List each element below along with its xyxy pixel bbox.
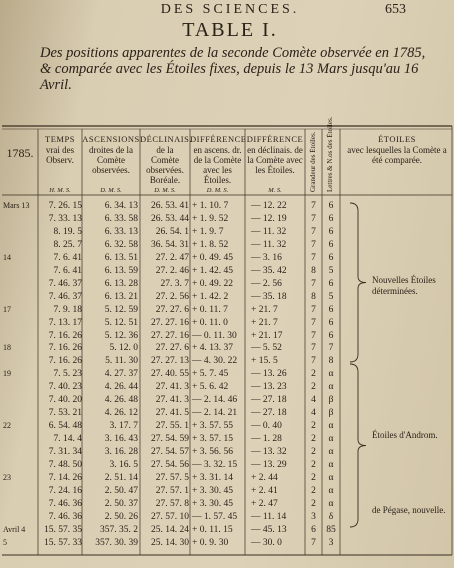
column-header-text: avec lesquelles la Comète a été comparée. bbox=[347, 145, 447, 165]
row-ascension: 6. 13. 51 bbox=[104, 252, 138, 263]
row-ascension: 5. 12. 51 bbox=[104, 317, 138, 328]
row-diff-declination: — 3. 16 bbox=[251, 252, 282, 263]
row-declination: 36. 54. 31 bbox=[151, 239, 189, 250]
row-magnitude: 7 bbox=[311, 201, 316, 211]
row-diff-declination: + 2. 47 bbox=[251, 498, 278, 509]
row-magnitude: 8 bbox=[311, 265, 316, 276]
row-diff-declination: + 21. 7 bbox=[251, 317, 278, 328]
table-caption: Des positions apparentes de la seconde Comète observée en 1785, & comparée avec les Étoiles fixes, depuis le 13 Mars jusqu'au 16 Avril. bbox=[40, 45, 426, 93]
row-diff-ascension: + 1. 9. 52 bbox=[192, 213, 229, 224]
row-star-number: α bbox=[328, 434, 334, 445]
column-unit: H. M. S. bbox=[49, 187, 71, 194]
row-ascension: 5. 12. 59 bbox=[104, 304, 138, 315]
row-ascension: 3. 16. 28 bbox=[104, 447, 138, 458]
row-time: 7. 46. 37 bbox=[48, 278, 82, 289]
row-star-number: 6 bbox=[328, 226, 334, 237]
row-declination: 27. 27. 6 bbox=[155, 304, 189, 315]
row-diff-ascension: — 3. 32. 15 bbox=[192, 460, 238, 470]
row-diff-ascension: + 1. 10. 7 bbox=[192, 201, 229, 211]
row-diff-ascension: + 0. 11. 7 bbox=[192, 304, 228, 315]
row-star-number: α bbox=[328, 498, 334, 509]
row-ascension: 6. 32. 58 bbox=[104, 239, 138, 250]
row-magnitude: 7 bbox=[311, 304, 316, 315]
row-magnitude: 8 bbox=[311, 291, 316, 302]
row-time: 15. 57. 35 bbox=[44, 524, 82, 535]
row-declination: 27. 57. 5 bbox=[155, 472, 189, 483]
column-header-title: DÉCLINAIS. bbox=[140, 134, 192, 144]
row-star-number: 85 bbox=[326, 524, 336, 535]
row-star-number: α bbox=[328, 460, 334, 470]
row-time: 7. 40. 20 bbox=[48, 395, 82, 406]
row-diff-ascension: + 3. 31. 14 bbox=[192, 472, 233, 483]
row-date: Avril 4 bbox=[3, 524, 26, 534]
row-diff-ascension: — 4. 30. 22 bbox=[192, 356, 238, 367]
row-date: 17 bbox=[3, 304, 11, 314]
row-diff-ascension: + 5. 7. 45 bbox=[192, 369, 229, 380]
row-diff-ascension: + 3. 57. 15 bbox=[192, 434, 233, 445]
row-ascension: 6. 13. 59 bbox=[104, 265, 138, 276]
column-unit: M. S. bbox=[268, 187, 282, 194]
brace-new-stars bbox=[350, 203, 366, 362]
row-magnitude: 2 bbox=[311, 434, 316, 445]
row-magnitude: 7 bbox=[311, 343, 316, 354]
row-declination: 27. 54. 59 bbox=[151, 434, 189, 445]
row-diff-ascension: + 3. 56. 56 bbox=[192, 447, 233, 458]
row-declination: 27. 2. 56 bbox=[155, 291, 189, 302]
column-header-title: ÉTOILES bbox=[378, 134, 416, 144]
column-unit: D. M. S. bbox=[154, 187, 176, 194]
row-magnitude: 2 bbox=[311, 421, 316, 432]
row-diff-declination: + 21. 17 bbox=[251, 330, 283, 341]
row-diff-declination: — 11. 14 bbox=[251, 511, 287, 522]
row-date: 23 bbox=[3, 472, 11, 482]
row-diff-declination: — 30. 0 bbox=[251, 537, 282, 548]
row-diff-declination: — 0. 40 bbox=[251, 421, 282, 432]
row-date: 22 bbox=[3, 421, 11, 431]
row-declination: 27. 57. 10 bbox=[151, 511, 189, 522]
running-head: DES SCIENCES. bbox=[160, 2, 300, 17]
column-header-text: droites de la Comète observées. bbox=[89, 145, 133, 175]
row-magnitude: 4 bbox=[311, 408, 316, 419]
row-time: 7. 5. 23 bbox=[53, 369, 82, 380]
row-diff-declination: — 13. 29 bbox=[251, 460, 287, 470]
row-time: 7. 26. 15 bbox=[48, 201, 82, 211]
row-magnitude: 7 bbox=[311, 239, 316, 250]
row-magnitude: 7 bbox=[311, 213, 316, 224]
row-star-number: 6 bbox=[328, 304, 334, 315]
row-date: 14 bbox=[3, 252, 11, 262]
column-unit: D. M. S. bbox=[206, 187, 229, 194]
row-date: Mars 13 bbox=[3, 201, 30, 210]
row-star-number: α bbox=[328, 485, 334, 496]
row-star-number: α bbox=[328, 369, 334, 380]
row-diff-ascension: + 1. 42. 2 bbox=[192, 291, 229, 302]
row-diff-ascension: + 3. 30. 45 bbox=[192, 485, 233, 496]
row-diff-declination: — 12. 19 bbox=[251, 213, 287, 224]
row-magnitude: 7 bbox=[311, 252, 316, 263]
row-time: 7. 16. 26 bbox=[48, 343, 82, 354]
row-time: 7. 40. 23 bbox=[48, 382, 82, 393]
row-star-number: β bbox=[328, 408, 334, 419]
row-diff-ascension: + 1. 8. 52 bbox=[192, 239, 229, 250]
table-title: TABLE I. bbox=[182, 19, 278, 41]
row-time: 15. 57. 33 bbox=[44, 537, 82, 548]
row-magnitude: 2 bbox=[311, 382, 316, 393]
row-diff-declination: + 2. 41 bbox=[251, 485, 278, 496]
row-ascension: 3. 17. 7 bbox=[109, 421, 138, 432]
row-ascension: 6. 13. 21 bbox=[104, 291, 138, 302]
row-ascension: 5. 12. 0 bbox=[109, 343, 138, 354]
row-diff-ascension: + 0. 49. 45 bbox=[192, 252, 233, 263]
row-date: 18 bbox=[3, 343, 11, 353]
row-ascension: 357. 30. 39 bbox=[95, 537, 138, 548]
row-diff-ascension: + 5. 6. 42 bbox=[192, 382, 229, 393]
row-diff-ascension: + 3. 57. 55 bbox=[192, 421, 233, 432]
row-star-number: 5 bbox=[328, 265, 334, 276]
row-declination: 26. 53. 41 bbox=[151, 201, 189, 211]
row-diff-declination: + 15. 5 bbox=[251, 356, 278, 367]
row-diff-ascension: + 1. 42. 45 bbox=[192, 265, 233, 276]
row-diff-declination: — 13. 32 bbox=[251, 447, 287, 458]
row-star-number: α bbox=[328, 447, 334, 458]
row-date: 19 bbox=[3, 369, 11, 379]
row-declination: 27. 2. 46 bbox=[155, 265, 189, 276]
row-diff-declination: — 13. 26 bbox=[251, 369, 287, 380]
row-diff-ascension: + 0. 9. 30 bbox=[192, 537, 229, 548]
row-star-number: α bbox=[328, 421, 334, 432]
row-magnitude: 7 bbox=[311, 537, 316, 548]
row-time: 7. 31. 34 bbox=[48, 447, 82, 458]
star-note: Étoiles d'Androm. bbox=[372, 430, 438, 440]
row-declination: 27. 27. 13 bbox=[151, 356, 189, 367]
row-magnitude: 7 bbox=[311, 356, 316, 367]
row-time: 7. 46. 37 bbox=[48, 291, 82, 302]
row-time: 7. 13. 17 bbox=[48, 317, 82, 328]
row-ascension: 6. 33. 58 bbox=[104, 213, 138, 224]
row-time: 7. 46. 36 bbox=[48, 511, 82, 522]
row-ascension: 4. 26. 12 bbox=[104, 408, 138, 419]
row-time: 7. 48. 50 bbox=[48, 460, 82, 470]
row-star-number: 6 bbox=[328, 239, 334, 250]
row-ascension: 3. 16. 43 bbox=[104, 434, 138, 445]
row-magnitude: 6 bbox=[311, 524, 316, 535]
row-star-number: β bbox=[328, 395, 334, 406]
row-diff-declination: — 1. 28 bbox=[251, 434, 282, 445]
row-declination: 27. 40. 55 bbox=[151, 369, 189, 380]
row-star-number: 6 bbox=[328, 213, 334, 224]
row-declination: 27. 54. 57 bbox=[151, 447, 189, 458]
row-ascension: 2. 50. 47 bbox=[104, 485, 138, 496]
row-time: 7. 16. 26 bbox=[48, 330, 82, 341]
row-magnitude: 3 bbox=[311, 511, 316, 522]
row-date: 5 bbox=[3, 537, 7, 547]
row-diff-ascension: + 3. 30. 45 bbox=[192, 498, 233, 509]
column-header: Grandeur des Étoiles. bbox=[309, 131, 317, 192]
column-header-text: de la Comète observées. Boréale. bbox=[146, 145, 184, 185]
page-number: 653 bbox=[385, 2, 406, 17]
row-magnitude: 2 bbox=[311, 498, 316, 509]
row-magnitude: 7 bbox=[311, 317, 316, 328]
row-star-number: 3 bbox=[328, 537, 334, 548]
row-diff-ascension: — 2. 14. 46 bbox=[192, 395, 238, 406]
row-diff-ascension: + 0. 49. 22 bbox=[192, 278, 233, 289]
row-declination: 26. 53. 44 bbox=[151, 213, 189, 224]
row-time: 7. 14. 26 bbox=[48, 472, 82, 483]
row-diff-declination: + 21. 7 bbox=[251, 304, 278, 315]
row-time: 7. 33. 13 bbox=[48, 213, 82, 224]
row-time: 7. 24. 16 bbox=[48, 485, 82, 496]
column-header-text: vrai des Observ. bbox=[45, 145, 75, 165]
row-declination: 27. 27. 16 bbox=[151, 317, 189, 328]
year-label: 1785. bbox=[6, 146, 34, 160]
row-magnitude: 2 bbox=[311, 485, 316, 496]
row-declination: 27. 57. 1 bbox=[155, 485, 189, 496]
row-diff-declination: — 11. 32 bbox=[251, 239, 287, 250]
row-diff-declination: — 45. 13 bbox=[251, 524, 287, 535]
row-declination: 27. 41. 3 bbox=[155, 382, 189, 393]
row-declination: 25. 14. 30 bbox=[151, 537, 189, 548]
row-time: 6. 54. 48 bbox=[48, 421, 82, 432]
row-diff-declination: — 27. 18 bbox=[251, 395, 287, 406]
row-diff-declination: — 12. 22 bbox=[251, 201, 287, 211]
row-diff-ascension: + 0. 11. 0 bbox=[192, 317, 228, 328]
star-note: de Pégase, nouvelle. bbox=[372, 505, 446, 515]
row-diff-ascension: + 4. 13. 37 bbox=[192, 343, 233, 354]
row-declination: 27. 57. 8 bbox=[155, 498, 189, 509]
row-diff-ascension: + 1. 9. 7 bbox=[192, 226, 224, 237]
row-magnitude: 7 bbox=[311, 278, 316, 289]
row-declination: 27. 27. 6 bbox=[155, 343, 189, 354]
row-diff-declination: — 13. 23 bbox=[251, 382, 287, 393]
row-ascension: 6. 34. 13 bbox=[104, 201, 138, 211]
row-declination: 27. 55. 1 bbox=[155, 421, 189, 432]
row-star-number: 8 bbox=[328, 356, 334, 367]
row-declination: 27. 41. 5 bbox=[155, 408, 189, 419]
row-ascension: 5. 11. 30 bbox=[105, 356, 138, 367]
row-magnitude: 2 bbox=[311, 447, 316, 458]
row-diff-ascension: — 0. 11. 30 bbox=[192, 330, 237, 341]
row-declination: 27. 2. 47 bbox=[155, 252, 189, 263]
row-magnitude: 2 bbox=[311, 369, 316, 380]
row-time: 8. 25. 7 bbox=[53, 239, 82, 250]
row-star-number: 5 bbox=[328, 291, 334, 302]
row-star-number: 7 bbox=[328, 343, 334, 354]
row-diff-ascension: + 0. 11. 15 bbox=[192, 524, 233, 535]
row-ascension: 4. 26. 44 bbox=[104, 382, 138, 393]
row-star-number: α bbox=[328, 472, 334, 483]
row-diff-declination: — 27. 18 bbox=[251, 408, 287, 419]
row-star-number: 6 bbox=[328, 330, 334, 341]
row-diff-declination: + 2. 44 bbox=[251, 472, 278, 483]
row-time: 7. 6. 41 bbox=[53, 252, 82, 263]
row-diff-declination: — 35. 18 bbox=[251, 291, 287, 302]
row-time: 8. 19. 5 bbox=[53, 226, 82, 237]
row-time: 7. 9. 18 bbox=[53, 304, 82, 315]
column-header-title: DIFFÉRENCE bbox=[190, 134, 247, 144]
row-ascension: 4. 26. 48 bbox=[104, 395, 138, 406]
row-declination: 27. 41. 3 bbox=[155, 395, 189, 406]
column-header-text: en ascens. dr. de la Comète avec les Étoiles. bbox=[193, 145, 242, 185]
row-time: 7. 6. 41 bbox=[53, 265, 82, 276]
column-header-title: TEMPS bbox=[45, 134, 75, 144]
row-ascension: 4. 27. 37 bbox=[104, 369, 138, 380]
column-header: Lettres & N.os des Étoiles. bbox=[326, 116, 334, 192]
row-ascension: 357. 35. 2 bbox=[100, 524, 138, 535]
star-note: Nouvelles Étoiles déterminées. bbox=[372, 275, 436, 296]
row-ascension: 5. 12. 36 bbox=[104, 330, 138, 341]
row-time: 7. 16. 26 bbox=[48, 356, 82, 367]
row-magnitude: 2 bbox=[311, 460, 316, 470]
row-star-number: α bbox=[328, 382, 334, 393]
row-ascension: 2. 51. 14 bbox=[104, 472, 138, 483]
row-diff-declination: — 5. 52 bbox=[251, 343, 282, 354]
row-magnitude: 7 bbox=[311, 226, 316, 237]
row-star-number: 6 bbox=[328, 252, 334, 263]
row-magnitude: 4 bbox=[311, 395, 316, 406]
column-unit: D. M. S. bbox=[100, 187, 122, 194]
row-diff-declination: — 2. 56 bbox=[251, 278, 282, 289]
row-time: 7. 46. 36 bbox=[48, 498, 82, 509]
row-ascension: 6. 33. 13 bbox=[104, 226, 138, 237]
column-header-text: en déclinais. de la Comète avec les Étoiles. bbox=[247, 145, 303, 175]
row-star-number: 6 bbox=[328, 278, 334, 289]
row-declination: 27. 54. 56 bbox=[151, 460, 189, 470]
row-declination: 26. 54. 1 bbox=[155, 226, 189, 237]
row-magnitude: 2 bbox=[311, 472, 316, 483]
row-declination: 27. 3. 7 bbox=[160, 278, 189, 289]
row-diff-declination: — 35. 42 bbox=[251, 265, 287, 276]
column-header-title: ASCENSIONS bbox=[82, 134, 140, 144]
row-star-number: 6 bbox=[328, 201, 334, 211]
row-time: 7. 14. 4 bbox=[53, 434, 82, 445]
row-ascension: 6. 13. 28 bbox=[104, 278, 138, 289]
row-diff-ascension: — 1. 57. 45 bbox=[192, 511, 238, 522]
row-time: 7. 53. 21 bbox=[48, 408, 82, 419]
row-ascension: 3. 16. 5 bbox=[109, 460, 138, 470]
row-diff-ascension: — 2. 14. 21 bbox=[192, 408, 238, 419]
row-diff-declination: — 11. 32 bbox=[251, 226, 287, 237]
row-ascension: 2. 50. 37 bbox=[104, 498, 138, 509]
row-ascension: 2. 50. 26 bbox=[104, 511, 138, 522]
row-declination: 27. 27. 16 bbox=[151, 330, 189, 341]
row-declination: 25. 14. 24 bbox=[151, 524, 189, 535]
column-header-title: DIFFÉRENCE bbox=[246, 134, 304, 144]
row-star-number: 6 bbox=[328, 317, 334, 328]
row-star-number: δ bbox=[328, 511, 334, 522]
brace-andromeda bbox=[350, 364, 366, 527]
row-magnitude: 7 bbox=[311, 330, 316, 341]
